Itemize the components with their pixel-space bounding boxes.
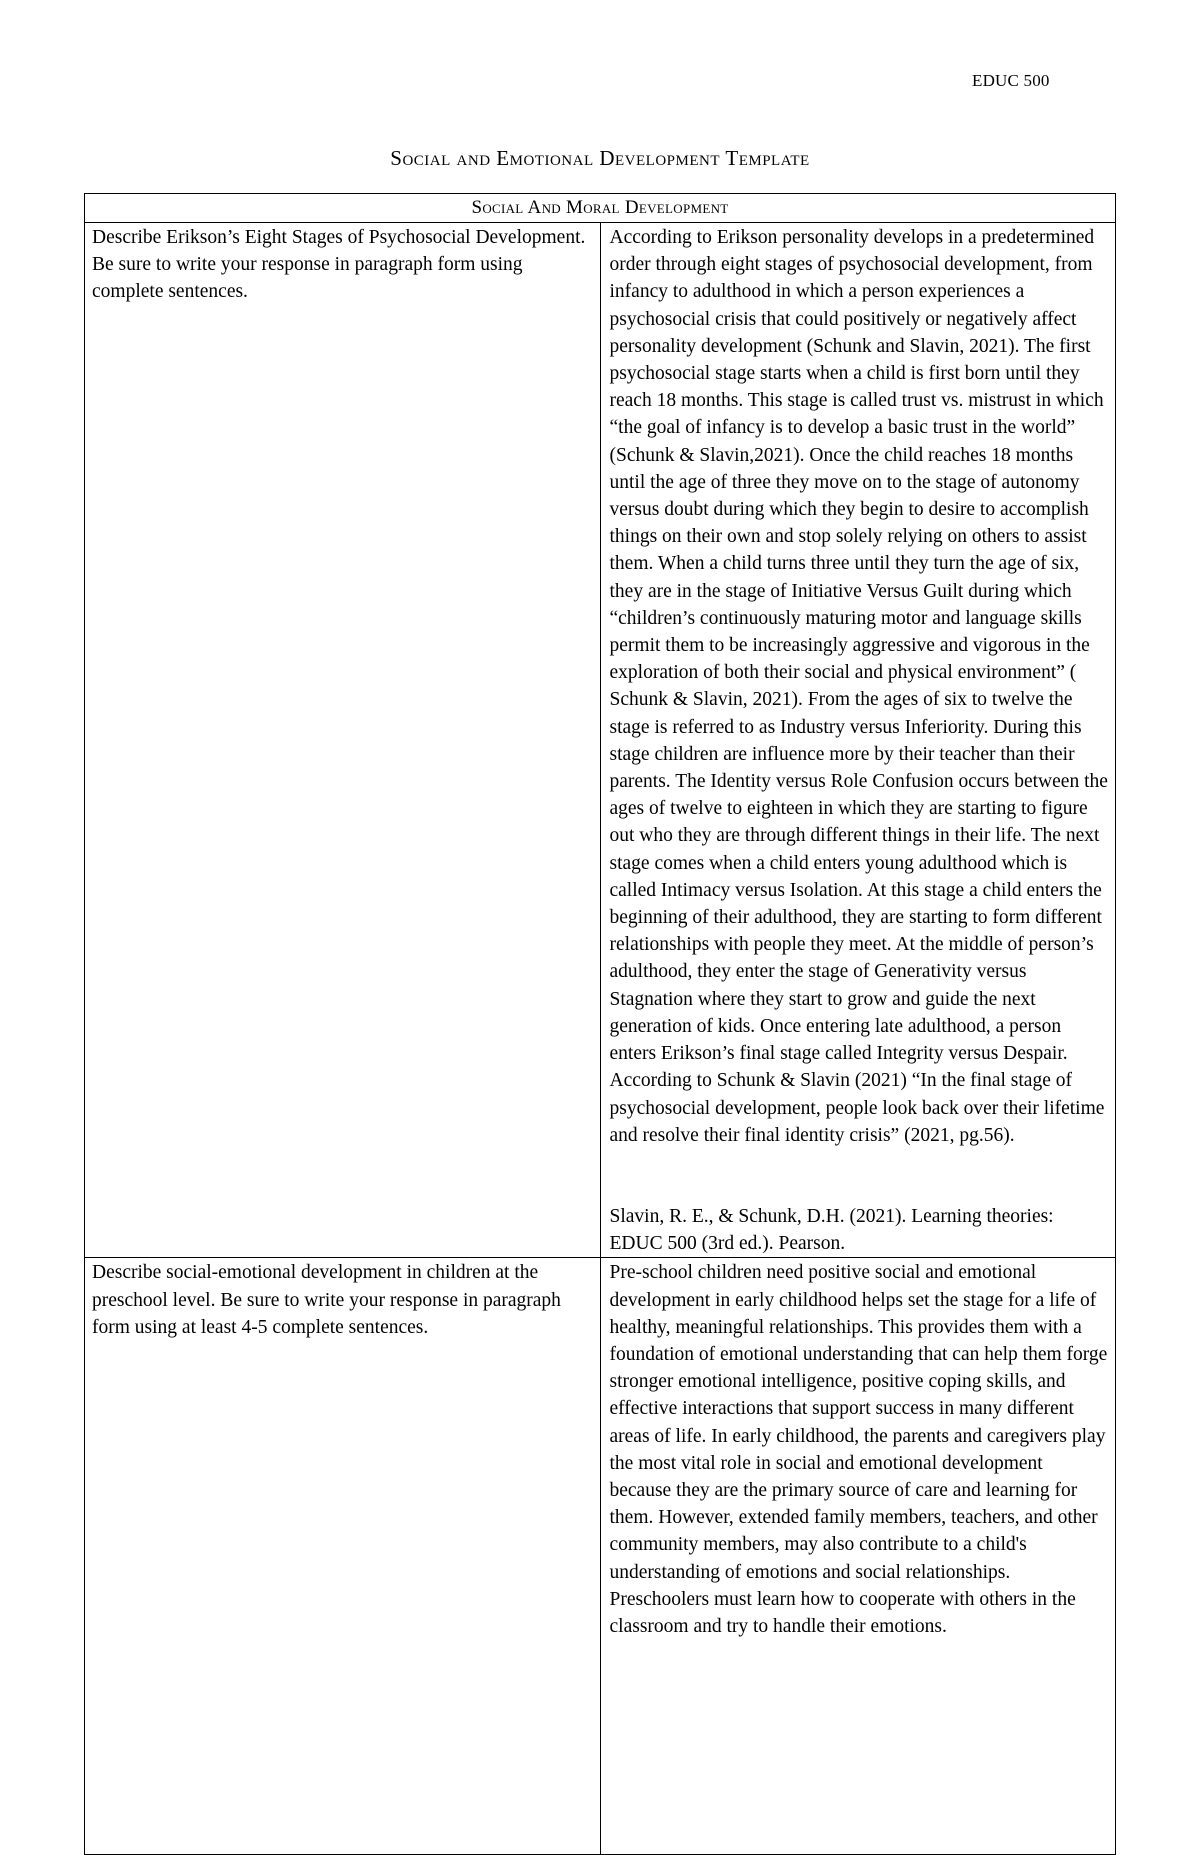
response-cell-erikson xyxy=(600,223,1116,1258)
response-text-erikson: According to Erikson personality develops in a predetermined order through eight stages of psychosocial development, from infancy to adulthood in which a person experiences a psychosocial crisis that could positively or negatively affect personality development (Schunk and Slavin, 2021). The first psychosocial stage starts when a child is first born until they reach 18 months. This stage is called trust vs. mistrust in which “the goal of infancy is to develop a basic trust in the world” (Schunk & Slavin,2021). Once the child reaches 18 months until the age of three they move on to the stage of autonomy versus doubt during which they begin to desire to accomplish things on their own and stop solely relying on others to assist them. When a child turns three until they turn the age of six, they are in the stage of Initiative Versus Guilt during which “children’s continuously maturing motor and language skills permit them to be increasingly aggressive and vigorous in the exploration of both their social and physical environment” ( Schunk & Slavin, 2021). From the ages of six to twelve the stage is referred to as Industry versus Inferiority. During this stage children are influence more by their teacher than their parents. The Identity versus Role Confusion occurs between the ages of twelve to eighteen in which they are starting to figure out who they are through different things in their life. The next stage comes when a child enters young adulthood which is called Intimacy versus Isolation. At this stage a child enters the beginning of their adulthood, they are starting to form different relationships with people they meet. At the middle of person’s adulthood, they enter the stage of Generativity versus Stagnation where they start to grow and guide the next generation of kids. Once entering late adulthood, a person enters Erikson’s final stage called Integrity versus Despair. According to Schunk & Slavin (2021) “In the final stage of psychosocial development, people look back over their lifetime and resolve their final identity crisis” (2021, pg.56). xyxy=(609,227,1108,1146)
response-text-preschool: Pre-school children need positive social and emotional development in early childhood helps set the stage for a life of healthy, meaningful relationships. This provides them with a foundation of emotional understanding that can help them forge stronger emotional intelligence, positive coping skills, and effective interactions that support success in many different areas of life. In early childhood, the parents and caregivers play the most vital role in social and emotional development because they are the primary source of care and learning for them. However, extended family members, teachers, and other community members, may also contribute to a child's understanding of emotions and social relationships. Preschoolers must learn how to cooperate with others in the classroom and try to handle their emotions. xyxy=(609,1262,1108,1637)
table-row xyxy=(85,223,1116,1258)
table-row xyxy=(85,1258,1116,1855)
prompt-cell-erikson: Describe Erikson’s Eight Stages of Psychosocial Development. Be sure to write your response in paragraph form using complete sentences. xyxy=(85,223,601,1258)
section-header: Social And Moral Development xyxy=(85,194,1116,223)
development-template-table xyxy=(84,193,1116,1855)
reference-citation: Slavin, R. E., & Schunk, D.H. (2021). Learning theories: EDUC 500 (3rd ed.). Pearson. xyxy=(609,1205,1054,1255)
prompt-cell-preschool: Describe social-emotional development in children at the preschool level. Be sure to write your response in paragraph form using at least 4-5 complete sentences. xyxy=(85,1258,601,1855)
course-code-header: EDUC 500 xyxy=(972,71,1050,90)
document-title: Social and Emotional Development Template xyxy=(390,146,810,170)
response-cell-preschool xyxy=(600,1258,1116,1855)
section-header-row xyxy=(85,194,1116,223)
